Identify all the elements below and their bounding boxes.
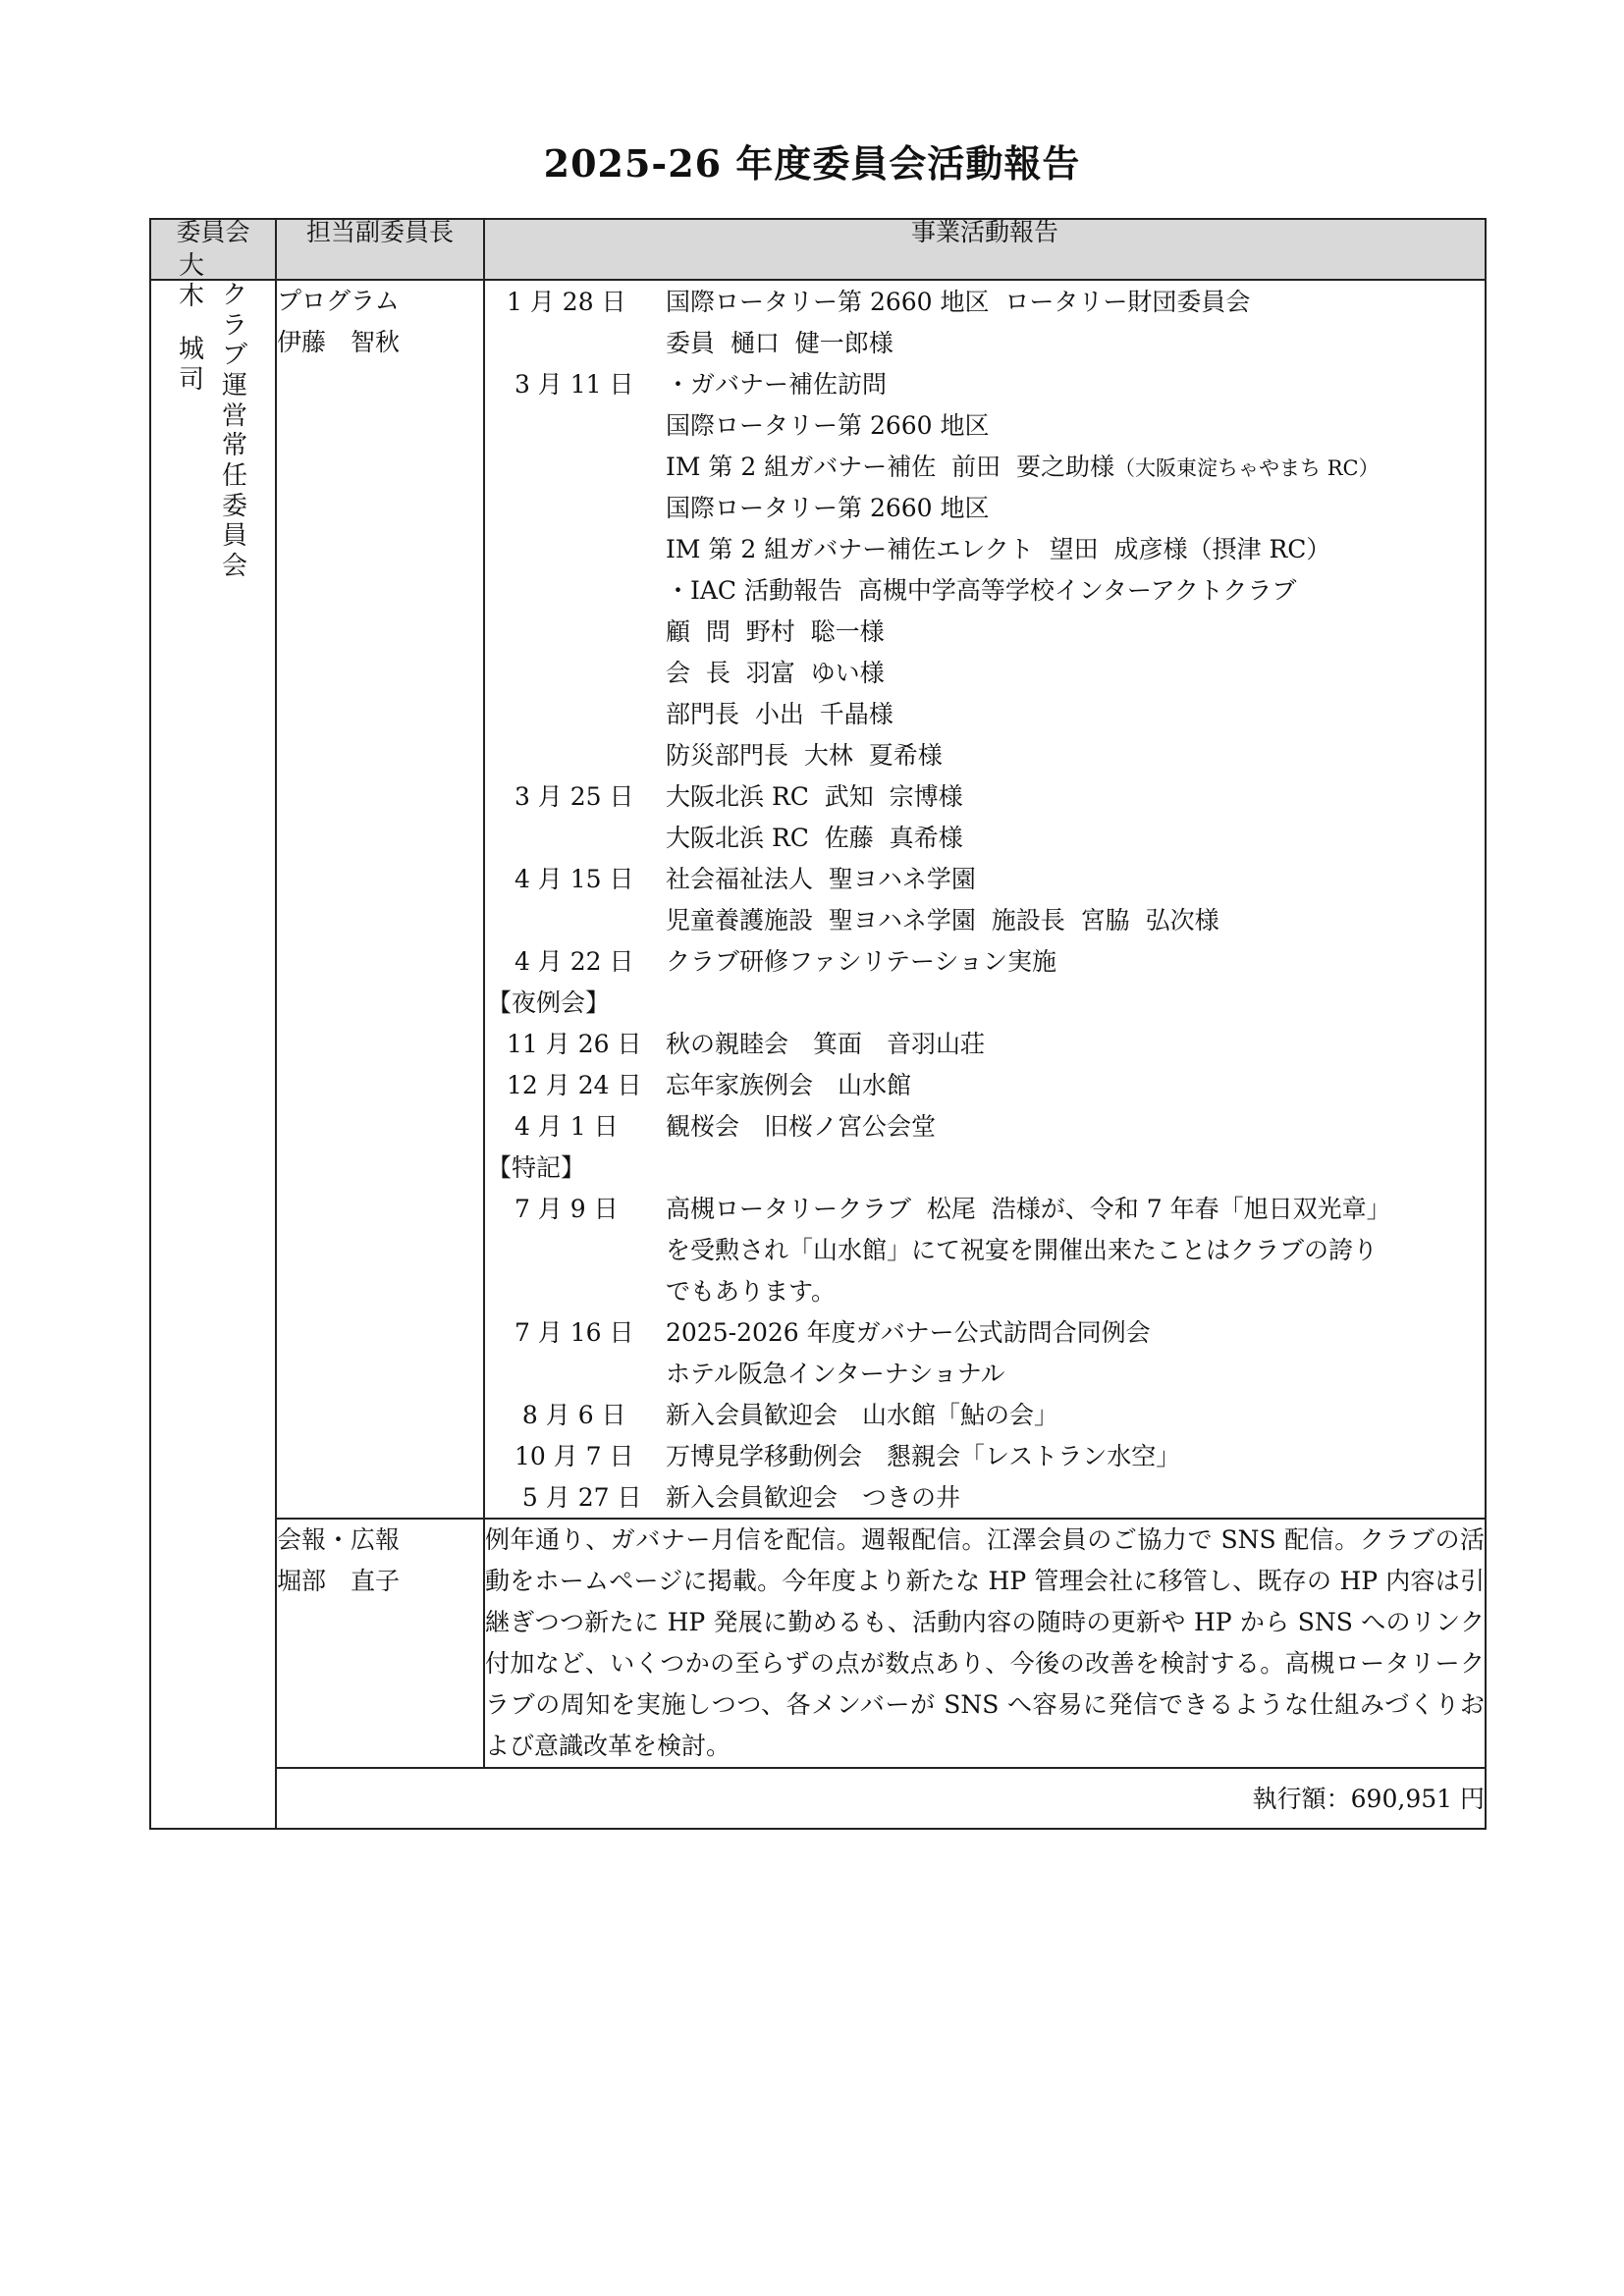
table-header-row — [150, 219, 1486, 280]
activity-date: 3 月 11 日 — [507, 369, 634, 399]
program-activities-cell — [484, 280, 1486, 1519]
activity-text: 会 長 羽富 ゆい様 — [666, 658, 885, 687]
activity-text: 新入会員歓迎会 山水館「鮎の会」 — [666, 1400, 1059, 1429]
activity-date: 7 月 9 日 — [507, 1194, 619, 1223]
activity-date: 4 月 22 日 — [507, 946, 634, 976]
activity-entry — [485, 569, 1485, 611]
activity-entry — [485, 899, 1485, 940]
activity-entry — [485, 652, 1485, 693]
program-row — [150, 280, 1486, 1519]
activity-date: 7 月 16 日 — [507, 1317, 634, 1347]
activity-entry — [485, 528, 1485, 569]
header-committee: 委員会 — [150, 219, 276, 280]
activity-text: 社会福祉法人 聖ヨハネ学園 — [666, 864, 976, 893]
header-activity: 事業活動報告 — [484, 219, 1486, 280]
activity-date: 11 月 26 日 — [507, 1029, 642, 1058]
activity-text: 国際ロータリー第 2660 地区 — [666, 410, 990, 440]
committee-name: ク ラ ブ 運 営 常 任 委 員 会 — [222, 281, 248, 582]
activity-entry — [485, 363, 1485, 404]
section-heading-yorei: 【夜例会】 — [487, 988, 611, 1017]
activity-entry — [485, 1188, 1485, 1229]
vice-role-program: プログラム — [277, 287, 400, 315]
committee-chair-name: 大 木 城 司 — [178, 251, 204, 396]
activity-text: 部門長 小出 千晶様 — [666, 699, 893, 728]
activity-date: 4 月 15 日 — [507, 864, 634, 893]
activity-text: IM 第 2 組ガバナー補佐 前田 要之助様（大阪東淀ちゃやまち RC） — [666, 452, 1380, 481]
activity-entry — [485, 1435, 1485, 1476]
activity-text: を受勲され「山水館」にて祝宴を開催出来たことはクラブの誇り — [666, 1235, 1379, 1264]
activity-text: 観桜会 旧桜ノ宮公会堂 — [666, 1111, 937, 1141]
activity-entry — [485, 322, 1485, 363]
activity-entry — [485, 1105, 1485, 1147]
section-heading-tokki: 【特記】 — [487, 1152, 586, 1182]
vice-role-pr: 会報・広報 — [277, 1525, 401, 1554]
activity-entry — [485, 775, 1485, 817]
activity-text: 顧 問 野村 聡一様 — [666, 616, 885, 646]
activity-text: 児童養護施設 聖ヨハネ学園 施設長 宮脇 弘次様 — [666, 905, 1219, 934]
activity-entry — [485, 487, 1485, 528]
activity-text: 高槻ロータリークラブ 松尾 浩様が、令和 7 年春「旭日双光章」 — [666, 1194, 1391, 1223]
activity-entry — [485, 858, 1485, 899]
pr-row — [150, 1519, 1486, 1768]
activity-text: IM 第 2 組ガバナー補佐エレクト 望田 成彦様（摂津 RC） — [666, 534, 1331, 563]
activity-entry — [485, 1394, 1485, 1435]
activity-entry — [485, 734, 1485, 775]
activity-text: 忘年家族例会 山水館 — [666, 1070, 912, 1099]
vice-chair-program-cell — [276, 280, 484, 1519]
expenditure-amount: 執行額：690,951 円 — [276, 1768, 1486, 1829]
activity-text: 防災部門長 大林 夏希様 — [666, 740, 943, 770]
activity-text: 新入会員歓迎会 つきの井 — [666, 1482, 961, 1512]
activity-date: 1 月 28 日 — [507, 287, 626, 316]
activity-entry — [485, 940, 1485, 982]
activity-date: 8 月 6 日 — [507, 1400, 626, 1429]
activity-date: 3 月 25 日 — [507, 781, 634, 811]
activity-entry — [485, 281, 1485, 322]
activity-date: 12 月 24 日 — [507, 1070, 642, 1099]
activity-entry — [485, 1229, 1485, 1270]
activity-text: 国際ロータリー第 2660 地区 ロータリー財団委員会 — [666, 287, 1251, 316]
page-title: 2025-26 年度委員会活動報告 — [543, 141, 1081, 186]
activity-entry — [485, 1353, 1485, 1394]
activity-entry — [485, 1023, 1485, 1064]
activity-date: 5 月 27 日 — [507, 1482, 642, 1512]
activity-entry — [485, 693, 1485, 734]
activity-text: 大阪北浜 RC 佐藤 真希様 — [666, 823, 963, 852]
activity-note: （大阪東淀ちゃやまち RC） — [1114, 455, 1380, 480]
activity-entry — [485, 446, 1485, 487]
vice-name-program: 伊藤 智秋 — [277, 328, 401, 356]
activity-text: 秋の親睦会 箕面 音羽山荘 — [666, 1029, 986, 1058]
activity-text: ・IAC 活動報告 高槻中学高等学校インターアクトクラブ — [666, 575, 1297, 605]
header-vice-chair: 担当副委員長 — [276, 219, 484, 280]
activity-text: ホテル阪急インターナショナル — [666, 1359, 1005, 1388]
activity-text: ・ガバナー補佐訪問 — [666, 369, 888, 399]
activity-entry — [485, 817, 1485, 858]
activity-date: 10 月 7 日 — [507, 1441, 634, 1470]
expenditure-row — [150, 1768, 1486, 1829]
activity-entry — [485, 1476, 1485, 1518]
activity-text: でもあります。 — [666, 1276, 837, 1306]
activity-text: 委員 樋口 健一郎様 — [666, 328, 893, 357]
activity-entry — [485, 611, 1485, 652]
activity-text: 国際ロータリー第 2660 地区 — [666, 493, 990, 522]
activity-date: 4 月 1 日 — [507, 1111, 619, 1141]
activity-report-table — [149, 218, 1487, 1830]
vice-chair-pr-cell — [276, 1519, 484, 1768]
activity-entry — [485, 404, 1485, 446]
committee-cell — [150, 251, 276, 1829]
activity-text: 2025-2026 年度ガバナー公式訪問合同例会 — [666, 1317, 1151, 1347]
activity-entry — [485, 1311, 1485, 1353]
activity-entry — [485, 1064, 1485, 1105]
activity-entry — [485, 1270, 1485, 1311]
activity-text: 大阪北浜 RC 武知 宗博様 — [666, 781, 963, 811]
activity-text: 万博見学移動例会 懇親会「レストラン水空」 — [666, 1441, 1181, 1470]
vice-name-pr: 堀部 直子 — [277, 1567, 401, 1595]
activity-text: クラブ研修ファシリテーション実施 — [666, 946, 1057, 976]
pr-activity-text: 例年通り、ガバナー月信を配信。週報配信。江澤会員のご協力で SNS 配信。クラブの活動をホームページに掲載。今年度より新たな HP 管理会社に移管し、既存の HP 内容は引継ぎつつ新たに HP 発展に勤めるも、活動内容の随時の更新や HP から SNS へのリンク付加など、いくつかの至らずの点が数点あり、今後の改善を検討する。高槻ロータリークラブの周知を実施しつつ、各メンバーが SNS へ容易に発信できるような仕組みづくりおよび意識改革を検討。 — [484, 1519, 1486, 1768]
